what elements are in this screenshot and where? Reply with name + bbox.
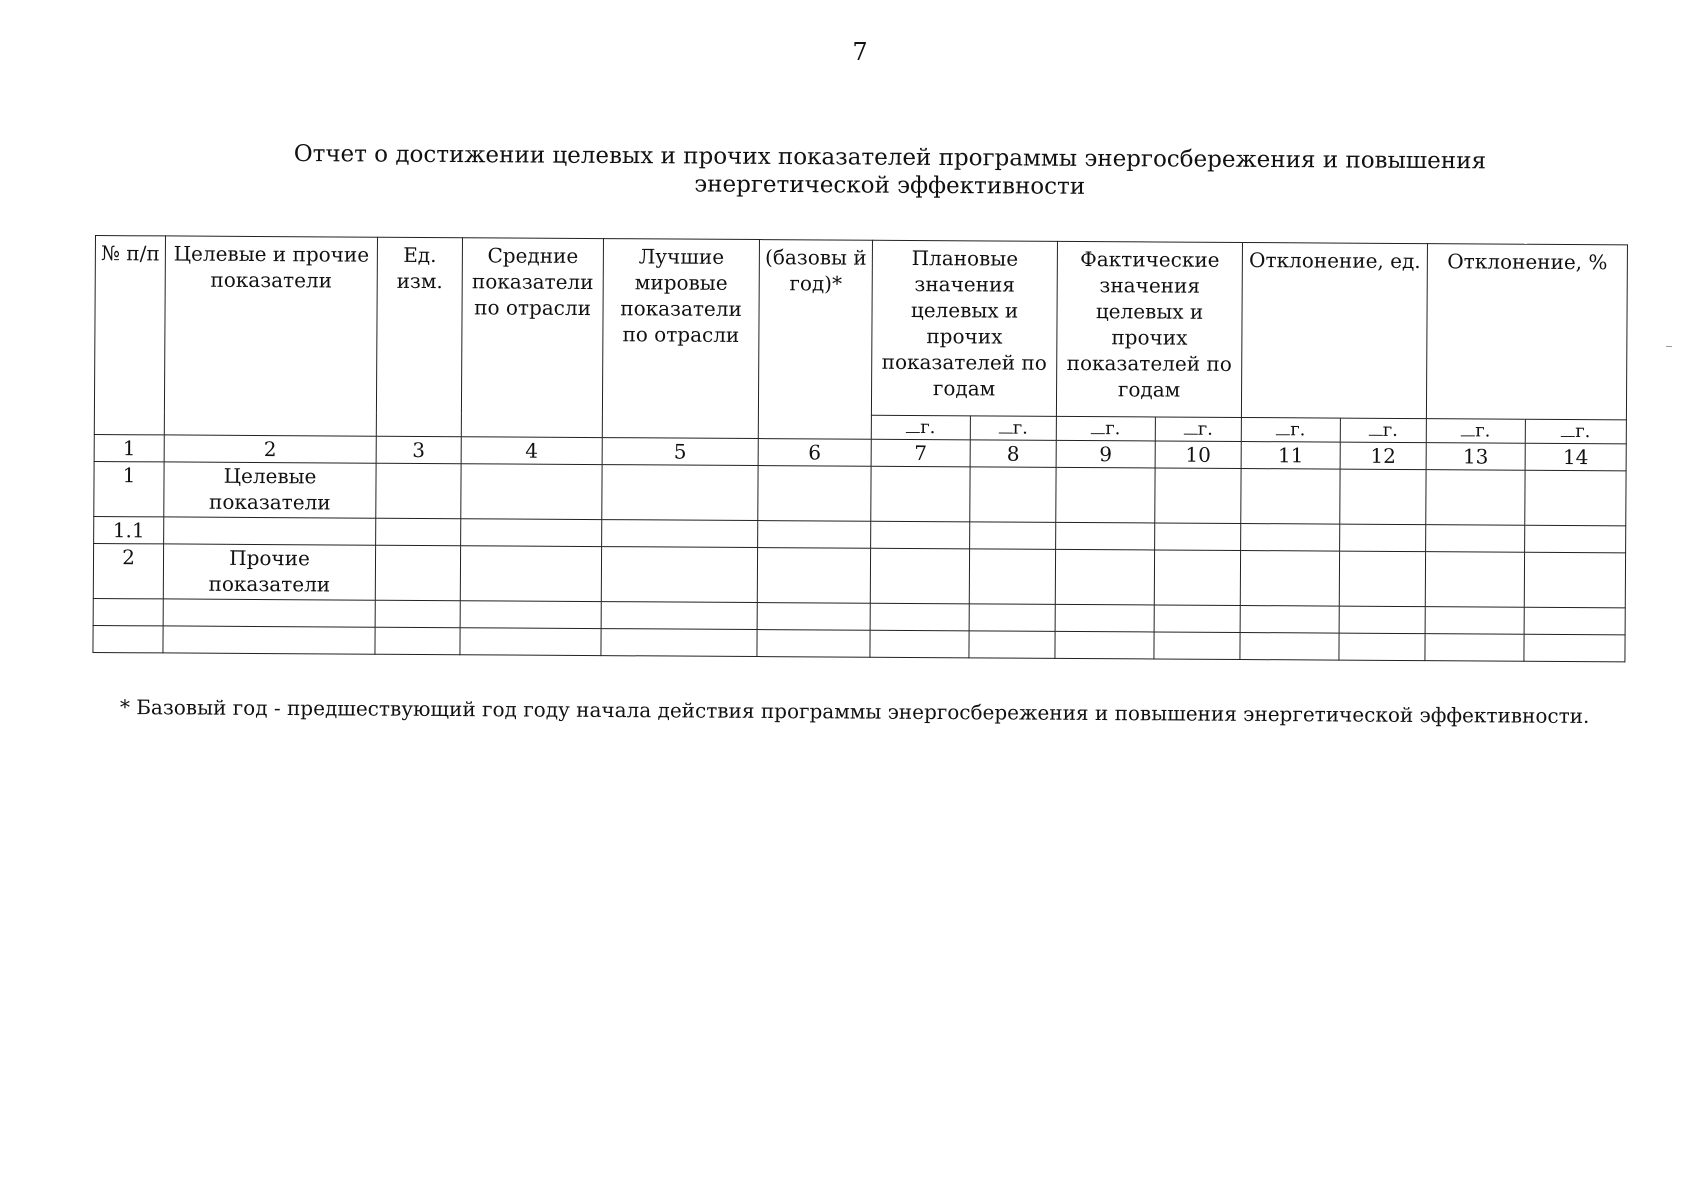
- report-table: [92, 235, 1628, 662]
- table-cell: [1154, 550, 1240, 606]
- table-cell: [1426, 525, 1525, 553]
- column-number: 10: [1155, 441, 1241, 469]
- column-number: 6: [758, 439, 871, 467]
- column-number: 14: [1525, 443, 1626, 471]
- header-world-best: Лучшие мировые показатели по отрасли: [602, 239, 759, 439]
- table-cell: [1426, 470, 1525, 526]
- table-cell: [376, 518, 461, 546]
- row-number: 2: [93, 543, 163, 598]
- row-indicator-name: [163, 626, 375, 654]
- year-cell: г.: [1340, 418, 1426, 443]
- column-number: 3: [376, 436, 461, 464]
- table-cell: [969, 631, 1055, 659]
- table-cell: [758, 521, 871, 549]
- year-cell: г.: [871, 415, 970, 440]
- row-indicator-name: Прочие показатели: [163, 544, 375, 600]
- header-base-year: (базовы й год)*: [758, 240, 872, 440]
- year-cell: г.: [1155, 417, 1241, 442]
- column-number: 11: [1241, 442, 1340, 470]
- table-cell: [1340, 469, 1426, 525]
- table-cell: [1425, 552, 1524, 608]
- table-cell: [1241, 524, 1340, 552]
- row-number: [93, 598, 163, 625]
- table-row: [94, 461, 1626, 525]
- year-cell: г.: [1056, 416, 1155, 441]
- table-cell: [460, 546, 601, 602]
- table-cell: [461, 464, 602, 520]
- table-cell: [601, 629, 757, 657]
- table-cell: [1524, 552, 1625, 608]
- table-row: [93, 543, 1625, 607]
- header-planned-values: Плановые значения целевых и прочих показателей по годам: [871, 240, 1057, 416]
- table-cell: [376, 463, 461, 519]
- table-cell: [970, 467, 1056, 523]
- table-cell: [1240, 606, 1339, 634]
- table-cell: [1155, 523, 1241, 551]
- document-title: [290, 140, 1490, 203]
- column-number: 1: [94, 434, 164, 461]
- margin-mark: [1666, 346, 1672, 347]
- table-cell: [871, 521, 970, 549]
- page-number: 7: [852, 38, 868, 66]
- column-number: 8: [970, 440, 1056, 468]
- header-number: № п/п: [94, 236, 165, 435]
- header-actual-values: Фактические значения целевых и прочих показателей по годам: [1056, 241, 1242, 417]
- row-number: 1: [94, 461, 164, 516]
- table-cell: [1155, 468, 1241, 524]
- column-number: 2: [164, 435, 376, 463]
- table-cell: [1339, 606, 1425, 634]
- table-cell: [757, 630, 870, 658]
- table-cell: [461, 519, 602, 547]
- header-row: [94, 236, 1627, 420]
- table-cell: [1154, 632, 1240, 660]
- row-number: 1.1: [94, 516, 164, 543]
- table-cell: [601, 602, 757, 630]
- table-cell: [1055, 631, 1154, 659]
- table-cell: [969, 549, 1055, 605]
- title-line-2: энергетической эффективности: [694, 171, 1086, 200]
- table-cell: [375, 627, 460, 655]
- column-number: 9: [1056, 440, 1155, 468]
- table-cell: [1154, 605, 1240, 633]
- table-cell: [1240, 551, 1339, 607]
- table-cell: [602, 465, 758, 521]
- header-deviation-units: Отклонение, ед.: [1241, 243, 1427, 419]
- table-cell: [1055, 604, 1154, 632]
- table-cell: [1056, 467, 1155, 523]
- column-number: 5: [602, 438, 758, 466]
- column-number: 7: [871, 439, 970, 467]
- table-cell: [1339, 633, 1425, 661]
- row-indicator-name: Целевые показатели: [164, 462, 376, 518]
- table-cell: [1524, 607, 1625, 635]
- header-indicators: Целевые и прочие показатели: [164, 236, 377, 436]
- title-line-1: Отчет о достижении целевых и прочих показателей программы энергосбережения и повышения: [293, 141, 1487, 175]
- table-cell: [1525, 470, 1626, 526]
- table-cell: [1425, 607, 1524, 635]
- table-cell: [1340, 524, 1426, 552]
- row-indicator-name: [163, 599, 375, 627]
- table-cell: [460, 601, 601, 629]
- table-cell: [1055, 549, 1154, 605]
- header-deviation-percent: Отклонение, %: [1426, 244, 1627, 420]
- table-cell: [871, 466, 970, 522]
- table-cell: [601, 547, 757, 603]
- table-cell: [460, 628, 601, 656]
- header-industry-average: Средние показатели по отрасли: [461, 238, 603, 438]
- table-cell: [870, 603, 969, 631]
- column-number: 4: [461, 437, 602, 465]
- table-cell: [758, 466, 871, 522]
- year-cell: г.: [1525, 419, 1626, 444]
- table-cell: [1056, 522, 1155, 550]
- table-cell: [1425, 634, 1524, 662]
- table-cell: [602, 520, 758, 548]
- row-indicator-name: [164, 517, 376, 545]
- table-cell: [757, 603, 870, 631]
- table-cell: [375, 600, 460, 628]
- year-cell: г.: [1426, 419, 1525, 444]
- table-cell: [1240, 633, 1339, 661]
- footnote: * Базовый год - предшествующий год году начала действия программы энергосбережения и повышения энергетической эффективности.: [119, 695, 1590, 728]
- report-table-container: [92, 235, 1628, 662]
- table-cell: [375, 545, 460, 601]
- table-cell: [757, 548, 870, 604]
- table-cell: [970, 522, 1056, 550]
- column-number: 13: [1426, 443, 1525, 471]
- table-cell: [969, 604, 1055, 632]
- table-cell: [1241, 469, 1340, 525]
- table-cell: [1524, 634, 1625, 662]
- row-number: [93, 625, 163, 652]
- year-cell: г.: [970, 416, 1056, 441]
- year-cell: г.: [1241, 418, 1340, 443]
- table-cell: [1525, 525, 1626, 553]
- header-unit: Ед. изм.: [376, 237, 462, 437]
- table-cell: [870, 548, 969, 604]
- table-cell: [1339, 551, 1425, 607]
- table-cell: [870, 630, 969, 658]
- column-number: 12: [1340, 442, 1426, 470]
